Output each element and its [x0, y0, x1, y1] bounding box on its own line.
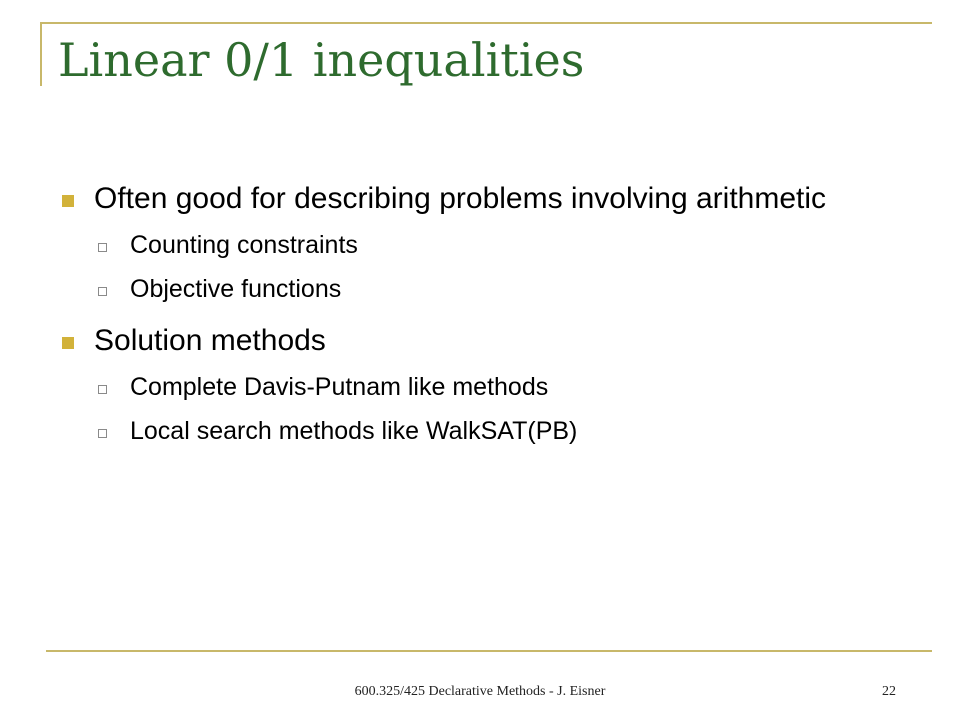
sub-bullet-text: Local search methods like WalkSAT(PB): [130, 417, 578, 445]
hollow-square-bullet-icon: [98, 385, 107, 394]
sub-bullet-list: [58, 230, 898, 304]
square-bullet-icon: [62, 337, 74, 349]
slide-title: Linear 0/1 inequalities: [58, 33, 585, 87]
sub-bullet-text: Complete Davis-Putnam like methods: [130, 373, 549, 401]
slide-content: [58, 180, 898, 464]
sub-bullet-item: [58, 372, 898, 402]
bullet-item: [58, 180, 898, 218]
sub-bullet-list: [58, 372, 898, 446]
hollow-square-bullet-icon: [98, 287, 107, 296]
sub-bullet-item: [58, 230, 898, 260]
square-bullet-icon: [62, 195, 74, 207]
sub-bullet-text: Objective functions: [130, 275, 342, 303]
bullet-text: Solution methods: [94, 324, 326, 357]
hollow-square-bullet-icon: [98, 243, 107, 252]
footer-course: 600.325/425 Declarative Methods - J. Eisner: [354, 684, 606, 699]
bullet-text: Often good for describing problems involving arithmetic: [94, 182, 827, 215]
sub-bullet-text: Counting constraints: [130, 231, 358, 259]
hollow-square-bullet-icon: [98, 429, 107, 438]
bullet-item: [58, 322, 898, 360]
frame-left-line: [40, 22, 42, 86]
page-number: 22: [882, 684, 896, 699]
sub-bullet-item: [58, 274, 898, 304]
frame-bottom-line: [46, 650, 932, 652]
frame-top-line: [40, 22, 932, 24]
sub-bullet-item: [58, 416, 898, 446]
